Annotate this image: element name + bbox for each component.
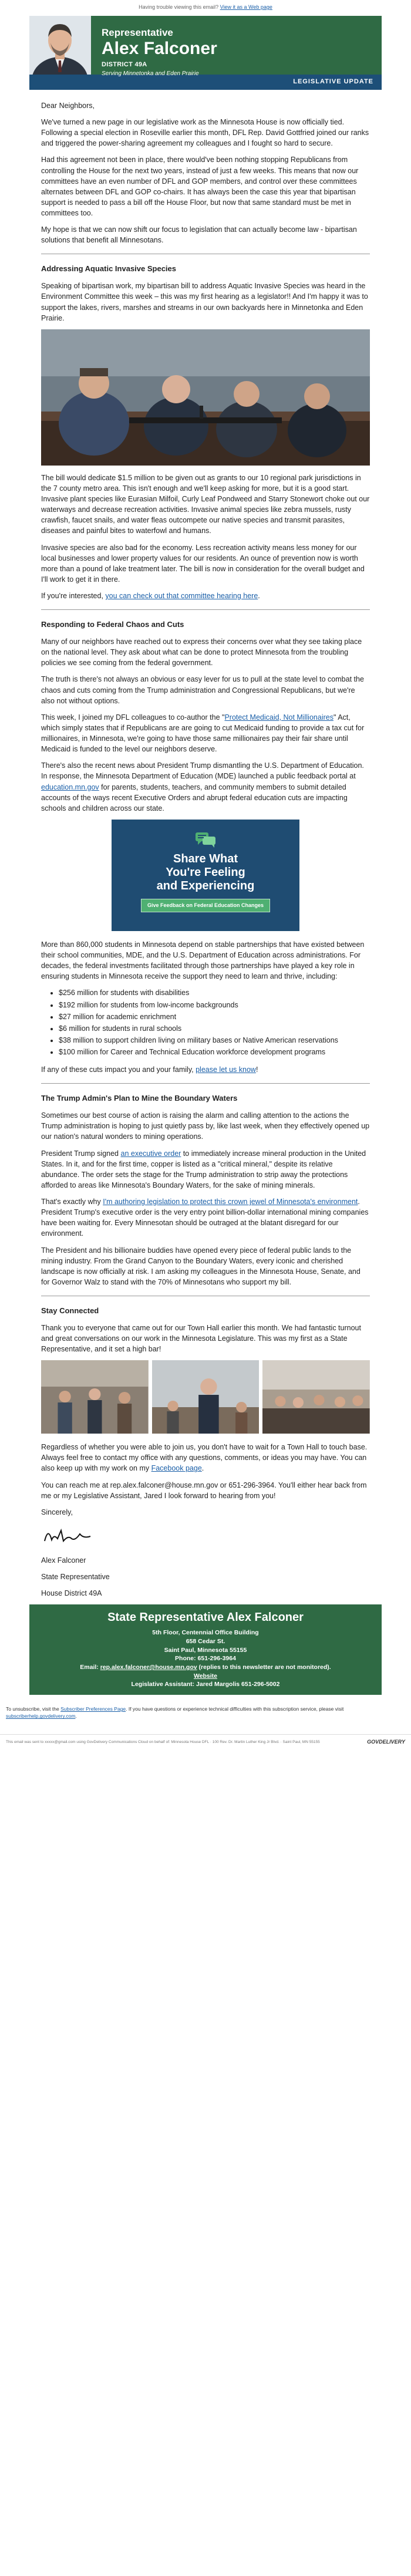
ais-paragraph-3: Invasive species are also bad for the economy. Less recreation activity means less money for our local businesses and lower property values for our residents. An ounce of prevention now is worth more than a pound of lake treatment later. The bill is now in consideration for the overall budget and I'll work to get it in there. xyxy=(41,543,365,584)
ais-paragraph-4: If you're interested, you can check out that committee hearing here. xyxy=(41,592,260,601)
closing: Sincerely, xyxy=(41,1508,73,1516)
contact-footer xyxy=(29,1604,382,1695)
footer-address-2: 658 Cedar St. xyxy=(186,1638,225,1646)
committee-hearing-photo xyxy=(41,329,370,466)
unsubscribe-note: To unsubscribe, visit the Subscriber Preferences Page. If you have questions or experience technical difficulties with this subscription service, please visit subscriberhelp.govdelivery.com. xyxy=(6,1706,344,1719)
let-us-know-link[interactable]: please let us know xyxy=(196,1066,256,1074)
federal-paragraph-6: If any of these cuts impact you and your family, please let us know! xyxy=(41,1066,258,1074)
connected-paragraph-1: Thank you to everyone that came out for our Town Hall earlier this month. We had fantastic turnout and great conversations on our work in the Minnesota Legislature. This was my first as a State Representative, and it set a high bar! xyxy=(41,1323,361,1354)
preheader xyxy=(0,0,411,16)
signature xyxy=(41,1523,94,1547)
list-item: • $6 million for students in rural schools xyxy=(59,1023,370,1034)
connected-paragraph-2: Regardless of whether you were able to join us, you don't have to wait for a Town Hall to touch base. Always feel free to contact my office with any questions, comments, or ideas you may have. You can also keep up with my work on my Facebook page. xyxy=(41,1443,368,1473)
preheader-text: Having trouble viewing this email? xyxy=(139,4,219,10)
footer-email: Email: rep.alex.falconer@house.mn.gov (replies to this newsletter are not monitored). xyxy=(80,1664,331,1671)
list-item: • $256 million for students with disabilities xyxy=(59,987,370,998)
committee-hearing-link[interactable]: you can check out that committee hearing here xyxy=(105,592,258,601)
fine-print: This email was sent to xxxxx@gmail.com using GovDelivery Communications Cloud on behalf of: Minnesota House DFL · 100 Rev. Dr. Martin Luther King Jr Blvd. · Saint Paul, MN 55155 xyxy=(6,1739,320,1744)
executive-order-link[interactable]: an executive order xyxy=(120,1149,181,1158)
govdelivery-logo: GOVDELIVERY xyxy=(367,1738,405,1745)
federal-paragraph-2: The truth is there's not always an obvious or easy lever for us to pull at the state level to combat the chaos and cuts coming from the Trump administration and Congressional Republicans, but we're also not without options. xyxy=(41,675,364,705)
footer-name: State Representative Alex Falconer xyxy=(107,1611,304,1624)
section-title-mining: The Trump Admin's Plan to Mine the Boundary Waters xyxy=(41,1094,238,1103)
boundary-waters-legislation-link[interactable]: I'm authoring legislation to protect this crown jewel of Minnesota's environment xyxy=(103,1198,358,1206)
footer-website-link[interactable]: Website xyxy=(193,1672,218,1680)
federal-paragraph-1: Many of our neighbors have reached out to express their concerns over what they see taking place on the national level. They ask about what can be done to protect Minnesota from the troubling policies we see coming from the federal government. xyxy=(41,638,362,667)
footer-assistant: Legislative Assistant: Jared Margolis 651-296-5002 xyxy=(131,1681,280,1688)
federal-paragraph-4: There's also the recent news about President Trump dismantling the U.S. Department of Education. In response, the Minnesota Department of Education (MDE) launched a public feedback portal at education.mn.gov for parents, students, teachers, and community members to submit detailed accounts of the ways recent Executive Orders and abrupt federal education cuts are impacting schools and children across our state. xyxy=(41,761,364,812)
govdelivery-footer xyxy=(0,1734,411,1752)
greeting: Dear Neighbors, xyxy=(41,101,95,110)
divider xyxy=(41,1083,370,1084)
divider xyxy=(41,609,370,610)
header-district: DISTRICT 49A xyxy=(102,60,147,68)
intro-paragraph-1: We've turned a new page in our legislative work as the Minnesota House is now officially tied. Following a special election in Roseville earlier this month, DFL Rep. David Gottfried joined our ranks and triggered the power-sharing agreement my colleagues and I fought so hard to secure. xyxy=(41,118,369,148)
town-hall-photos xyxy=(41,1360,370,1434)
town-hall-photo xyxy=(262,1360,370,1434)
newsletter-header xyxy=(29,16,382,90)
subscriber-preferences-link[interactable]: Subscriber Preferences Page xyxy=(60,1706,126,1712)
section-title-connected: Stay Connected xyxy=(41,1306,99,1316)
mining-paragraph-4: The President and his billionaire buddies have opened every piece of federal public lands to the mining industry. From the Grand Canyon to the Boundary Waters, every iconic and cherished landscape is now officially at risk. I am asking my colleagues in the Minnesota House, Senate, and for Governor Walz to stand with the 70% of Minnesotans who support my bill. xyxy=(41,1246,361,1286)
mining-paragraph-3: That's exactly why I'm authoring legislation to protect this crown jewel of Minnesota's environment. President Trump's executive order is the very entry point billion-dollar international mining companies have been waiting for. Every Minnesotan should be outraged at the blatant disregard for our environment. xyxy=(41,1198,369,1238)
representative-portrait xyxy=(29,16,91,75)
view-as-webpage-link[interactable]: View it as a Web page xyxy=(220,4,272,10)
signature-title: State Representative xyxy=(41,1573,110,1582)
footer-phone: Phone: 651-296-3964 xyxy=(175,1655,236,1663)
ais-paragraph-1: Speaking of bipartisan work, my bipartisan bill to address Aquatic Invasive Species was heard in the Environment Committee this week – this was my first hearing as a legislator!! And I'm happy it was to support the lakes, rivers, marshes and streams in our own backyards here in Minnetonka and Eden Prairie. xyxy=(41,282,368,322)
list-item: • $38 million to support children living on military bases or Native American reservations xyxy=(59,1035,370,1046)
section-title-federal: Responding to Federal Chaos and Cuts xyxy=(41,620,184,629)
email-body xyxy=(29,16,382,1695)
funding-list xyxy=(59,987,370,1057)
graphic-line-1: Share What xyxy=(173,852,238,865)
mining-paragraph-2: President Trump signed an executive order to immediately increase mineral production in the United States. In it, and for the first time, copper is listed as a "critical mineral," despite its relative abundance. The order sets the stage for the Trump administration to strip away the protections afforded to areas like Minnesota's Boundary Waters, for the sake of mining minerals. xyxy=(41,1149,366,1189)
chat-bubble-icon xyxy=(196,832,215,848)
education-portal-link[interactable]: education.mn.gov xyxy=(41,783,99,791)
list-item: • $192 million for students from low-income backgrounds xyxy=(59,1000,370,1010)
connected-paragraph-3: You can reach me at rep.alex.falconer@house.mn.gov or 651-296-3964. You'll either hear back from me or my Legislative Assistant, Jared I look forward to hearing from you! xyxy=(41,1481,367,1500)
ais-paragraph-2: The bill would dedicate $1.5 million to be given out as grants to our 10 regional park jurisdictions in the 7 county metro area. This isn't enough and we'll keep asking for more, but it is a good start. Invasive plant species like Eurasian Milfoil, Curly Leaf Pondweed and Starry Stonewort choke out our waterways and decrease recreation activities. Invasive animal species like zebra mussels, rusty crawfish, faucet snails, and water fleas outcompete our native species and transmit parasites, diseases and painful bites to waterfowl and humans. xyxy=(41,473,370,535)
header-serving: Serving Minnetonka and Eden Prairie xyxy=(102,70,199,77)
intro-paragraph-3: My hope is that we can now shift our focus to legislation that can actually become law - bipartisan solutions that benefit all Minnesotans. xyxy=(41,225,357,245)
graphic-line-3: and Experiencing xyxy=(156,879,255,892)
subscriber-help-link[interactable]: subscriberhelp.govdelivery.com xyxy=(6,1713,76,1719)
footer-address-1: 5th Floor, Centennial Office Building xyxy=(152,1629,259,1637)
list-item: • $27 million for academic enrichment xyxy=(59,1011,370,1022)
section-title-ais: Addressing Aquatic Invasive Species xyxy=(41,264,176,274)
header-name: Alex Falconer xyxy=(102,38,217,58)
give-feedback-button[interactable]: Give Feedback on Federal Education Changes xyxy=(141,899,270,912)
signature-district: House District 49A xyxy=(41,1589,102,1598)
footer-email-link[interactable]: rep.alex.falconer@house.mn.gov xyxy=(100,1664,197,1671)
federal-paragraph-5: More than 860,000 students in Minnesota depend on stable partnerships that have existed between their school communities, MDE, and the U.S. Department of Education across administrations. For decades, the federal investments facilitated through those partnerships have played a key role in ensuring students in Minnesota receive the support they need to learn and thrive, including: xyxy=(41,940,365,981)
header-role: Representative xyxy=(102,27,173,39)
facebook-page-link[interactable]: Facebook page xyxy=(151,1464,202,1473)
list-item: • $100 million for Career and Technical Education workforce development programs xyxy=(59,1047,370,1057)
mining-paragraph-1: Sometimes our best course of action is raising the alarm and calling attention to the actions the Trump administration is hoping to just quietly pass by, like last week, when they effectively opened up our nation's natural wonders to mining operations. xyxy=(41,1111,370,1141)
town-hall-photo xyxy=(152,1360,260,1434)
signature-name: Alex Falconer xyxy=(41,1556,86,1565)
federal-paragraph-3: This week, I joined my DFL colleagues to co-author the "Protect Medicaid, Not Millionaires" Act, which simply states that if Republicans are are going to cut Medicaid funding to provide a tax cut for millionaires, in Minnesota, we're going to have those same millionaires pay their fair share until Medicaid is funded to the level our neighbors deserve. xyxy=(41,713,365,754)
legislative-update-bar: LEGISLATIVE UPDATE xyxy=(29,75,382,90)
graphic-line-2: You're Feeling xyxy=(166,865,245,879)
share-feedback-graphic[interactable] xyxy=(112,820,299,931)
footer-address-3: Saint Paul, Minnesota 55155 xyxy=(164,1646,247,1654)
intro-paragraph-2: Had this agreement not been in place, there would've been nothing stopping Republicans from controlling the House for the next two years, instead of just a few weeks. This means that now our committees have an even number of DFL and GOP members, and control over these committees alternates between DFL and GOP co-chairs. It has always been the case this year that bipartisan support is needed to pass a bill off the House Floor, but now that same standard must be met in committees too. xyxy=(41,156,359,218)
town-hall-photo xyxy=(41,1360,149,1434)
protect-medicaid-link[interactable]: Protect Medicaid, Not Millionaires xyxy=(224,713,333,721)
